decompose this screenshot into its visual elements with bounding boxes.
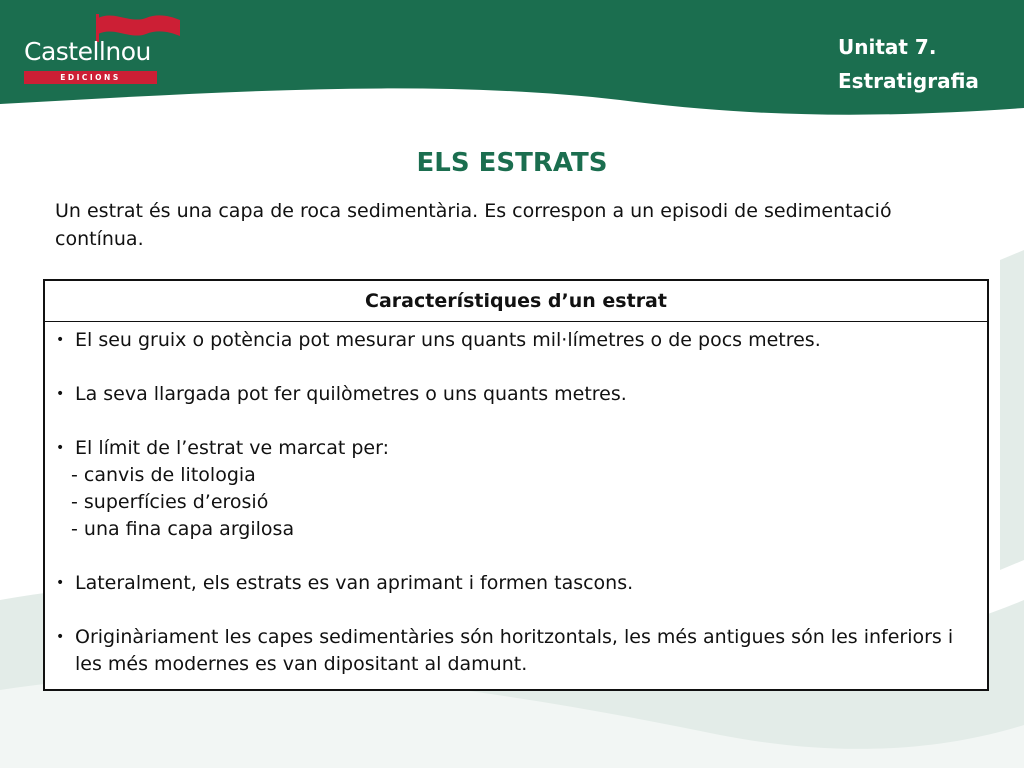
list-item-text: El seu gruix o potència pot mesurar uns quants mil·límetres o de pocs metres.	[75, 329, 821, 351]
bullet-icon: •	[56, 332, 65, 348]
logo-brand: Castellnou	[24, 37, 151, 66]
list-item	[45, 381, 987, 408]
bullet-icon: •	[56, 575, 65, 591]
bullet-icon: •	[56, 440, 65, 456]
table-body	[45, 322, 987, 678]
table-header: Característiques d’un estrat	[45, 281, 987, 322]
list-item-text: Lateralment, els estrats es van aprimant i formen tascons.	[75, 572, 634, 594]
list-item	[45, 570, 987, 597]
sub-item: - una fina capa argilosa	[71, 518, 295, 540]
intro-paragraph: Un estrat és una capa de roca sedimentària. Es correspon a un episodi de sedimentació contínua.	[55, 200, 892, 250]
unit-label	[838, 30, 979, 98]
list-item	[45, 435, 987, 462]
sub-item: - superfícies d’erosió	[71, 491, 269, 513]
sub-item: - canvis de litologia	[71, 464, 256, 486]
bullet-icon: •	[56, 386, 65, 402]
list-item	[45, 327, 987, 354]
list-item-text: Originàriament les capes sedimentàries són horitzontals, les més antigues són les inferiors i les més modernes es van dipositant al damunt.	[75, 626, 954, 675]
unit-number: Unitat 7.	[838, 35, 937, 59]
list-item-text: El límit de l’estrat ve marcat per:	[75, 437, 389, 459]
logo-subtitle: EDICIONS	[24, 71, 157, 84]
unit-topic: Estratigrafia	[838, 69, 979, 93]
bullet-icon: •	[56, 629, 65, 645]
list-item-text: La seva llargada pot fer quilòmetres o uns quants metres.	[75, 383, 627, 405]
page-title: ELS ESTRATS	[416, 148, 608, 178]
list-item	[45, 624, 987, 678]
characteristics-table	[43, 279, 989, 691]
castellnou-logo	[22, 10, 162, 82]
